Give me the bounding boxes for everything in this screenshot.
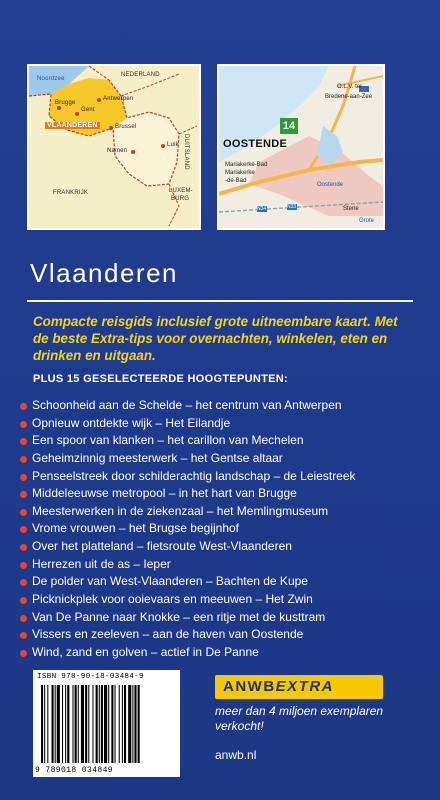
barcode-bar xyxy=(41,685,43,763)
bullet-icon xyxy=(20,403,27,410)
list-item-text: Over het platteland – fietsroute West-Vlaanderen xyxy=(32,539,292,554)
map-label: Mariakerke xyxy=(225,170,255,176)
country-label: NEDERLAND xyxy=(121,72,160,78)
highlights-list xyxy=(18,397,356,662)
road-label: N34 xyxy=(257,206,267,212)
list-item-text: Een spoor van klanken – het carillon van Mechelen xyxy=(32,433,304,448)
list-item xyxy=(18,468,356,486)
city-label: Luik xyxy=(167,142,179,148)
region-label: VLAANDEREN xyxy=(47,122,98,129)
bullet-icon xyxy=(20,579,27,586)
anwb-extra-logo xyxy=(215,675,383,699)
bullet-icon xyxy=(20,615,27,622)
barcode-bar xyxy=(47,685,48,763)
barcode-bar xyxy=(92,685,93,763)
barcode-bar xyxy=(55,685,56,763)
road-label: N33 xyxy=(287,204,297,210)
website-link[interactable]: anwb.nl xyxy=(215,748,257,762)
city-label: Brugge xyxy=(55,100,76,106)
brand-anwb: ANWB xyxy=(223,678,276,695)
list-item-text: Middeleeuwse metropool – in het hart van Brugge xyxy=(32,486,297,501)
barcode-bar xyxy=(75,685,77,763)
map-label: Mariakerke-Bad xyxy=(225,162,268,168)
barcode-bar xyxy=(132,685,133,763)
list-item xyxy=(18,644,356,662)
barcode-bar xyxy=(88,685,89,763)
map-label: Bredene-aan-Zee xyxy=(325,94,373,100)
list-item xyxy=(18,503,356,521)
list-item-text: Herrezen uit de as – Ieper xyxy=(32,556,171,571)
bullet-icon xyxy=(20,474,27,481)
list-item-text: Picknickplek voor ooievaars en meeuwen – Het Zwin xyxy=(32,592,313,607)
barcode-bar xyxy=(128,685,131,763)
list-item xyxy=(18,450,356,468)
barcode-bar xyxy=(108,685,109,763)
map-label: Oostende xyxy=(317,182,344,188)
barcode-bar xyxy=(52,685,54,763)
map-label: Grote xyxy=(359,218,375,224)
barcode-bar xyxy=(99,685,100,763)
barcode-bar xyxy=(111,685,113,763)
country-label: DUITSLAND xyxy=(183,134,189,170)
overview-map xyxy=(27,64,201,230)
barcode-bar xyxy=(65,685,66,763)
brand-name xyxy=(223,678,334,695)
bullet-icon xyxy=(20,509,27,516)
barcode-bars xyxy=(41,685,173,763)
list-item-text: Vissers en zeeleven – aan de haven van Oostende xyxy=(32,627,304,642)
barcode-bar xyxy=(104,685,107,763)
bullet-icon xyxy=(20,456,27,463)
list-item xyxy=(18,415,356,433)
bullet-icon xyxy=(20,544,27,551)
list-item-text: Opnieuw ontdekte wijk – Het Eilandje xyxy=(32,415,231,430)
brand-extra: EXTRA xyxy=(275,678,334,695)
country-label: LUXEM- xyxy=(169,188,193,194)
list-item-text: Wind, zand en golven – actief in De Panne xyxy=(32,644,259,659)
city-label: Namen xyxy=(107,148,128,154)
sales-claim: meer dan 4 miljoen exemplaren verkocht! xyxy=(215,704,384,733)
bullet-icon xyxy=(20,526,27,533)
intro-text: Compacte reisgids inclusief grote uitneembare kaart. Met de beste Extra-tips voor overnachten, winkelen, eten en drinken en uitgaan. xyxy=(33,314,398,363)
barcode-bar xyxy=(81,685,84,763)
barcode-bar xyxy=(44,685,45,763)
barcode-bar xyxy=(67,685,69,763)
barcode xyxy=(33,670,180,777)
list-item-text: Geheimzinnig meesterwerk – het Gentse altaar xyxy=(32,450,283,465)
city-label: Antwerpen xyxy=(103,96,134,102)
map-label: O.L.V. ter xyxy=(337,84,363,90)
barcode-bar xyxy=(115,685,116,763)
town-label: OOSTENDE xyxy=(223,138,288,150)
list-item xyxy=(18,538,356,556)
list-item xyxy=(18,626,356,644)
barcode-bar xyxy=(101,685,103,763)
city-label: Gent xyxy=(81,107,95,113)
list-item xyxy=(18,485,356,503)
highlights-heading: PLUS 15 GESELECTEERDE HOOGTEPUNTEN: xyxy=(33,373,288,385)
list-item xyxy=(18,573,356,591)
list-item-text: Vrome vrouwen – het Brugse begijnhof xyxy=(32,521,240,536)
list-item-text: Meesterwerken in de ziekenzaal – het Memlingmuseum xyxy=(32,503,329,518)
list-item-text: Van De Panne naar Knokke – een ritje met de kusttram xyxy=(32,609,326,624)
barcode-bar xyxy=(96,685,98,763)
list-item xyxy=(18,432,356,450)
bullet-icon xyxy=(20,597,27,604)
barcode-bar xyxy=(62,685,63,763)
bullet-icon xyxy=(20,491,27,498)
bullet-icon xyxy=(20,562,27,569)
highlight-number-badge: 14 xyxy=(280,118,298,134)
barcode-bar xyxy=(124,685,126,763)
list-item-text: Penseelstreek door schilderachtig landschap – de Leiestreek xyxy=(32,468,356,483)
bullet-icon xyxy=(20,632,27,639)
bullet-icon xyxy=(20,650,27,657)
country-label: FRANKRIJK xyxy=(53,190,89,196)
list-item xyxy=(18,591,356,609)
barcode-bar xyxy=(85,685,87,763)
barcode-number: 9 789018 034849 xyxy=(35,766,114,775)
list-item xyxy=(18,520,356,538)
barcode-bar xyxy=(122,685,123,763)
city-label: Brussel xyxy=(115,124,137,130)
bullet-icon xyxy=(20,421,27,428)
barcode-bar xyxy=(138,685,140,763)
country-label: BURG xyxy=(171,196,190,202)
list-item xyxy=(18,556,356,574)
barcode-bar xyxy=(78,685,79,763)
page-title: Vlaanderen xyxy=(30,258,178,288)
bullet-icon xyxy=(20,438,27,445)
detail-map xyxy=(217,64,385,230)
barcode-bar xyxy=(134,685,136,763)
map-label: -de-Bad xyxy=(225,178,247,184)
list-item xyxy=(18,397,356,415)
title-divider xyxy=(27,300,413,302)
sea-label: Noordzee xyxy=(37,76,65,82)
map-label: Stene xyxy=(343,206,359,212)
list-item-text: De polder van West-Vlaanderen – Bachten de Kupe xyxy=(32,574,308,589)
list-item-text: Schoonheid aan de Schelde – het centrum van Antwerpen xyxy=(32,398,342,412)
list-item xyxy=(18,609,356,627)
barcode-bar xyxy=(119,685,120,763)
barcode-bar xyxy=(57,685,60,763)
barcode-bar xyxy=(73,685,74,763)
isbn-label: ISBN 978-90-18-03484-9 xyxy=(37,673,144,681)
